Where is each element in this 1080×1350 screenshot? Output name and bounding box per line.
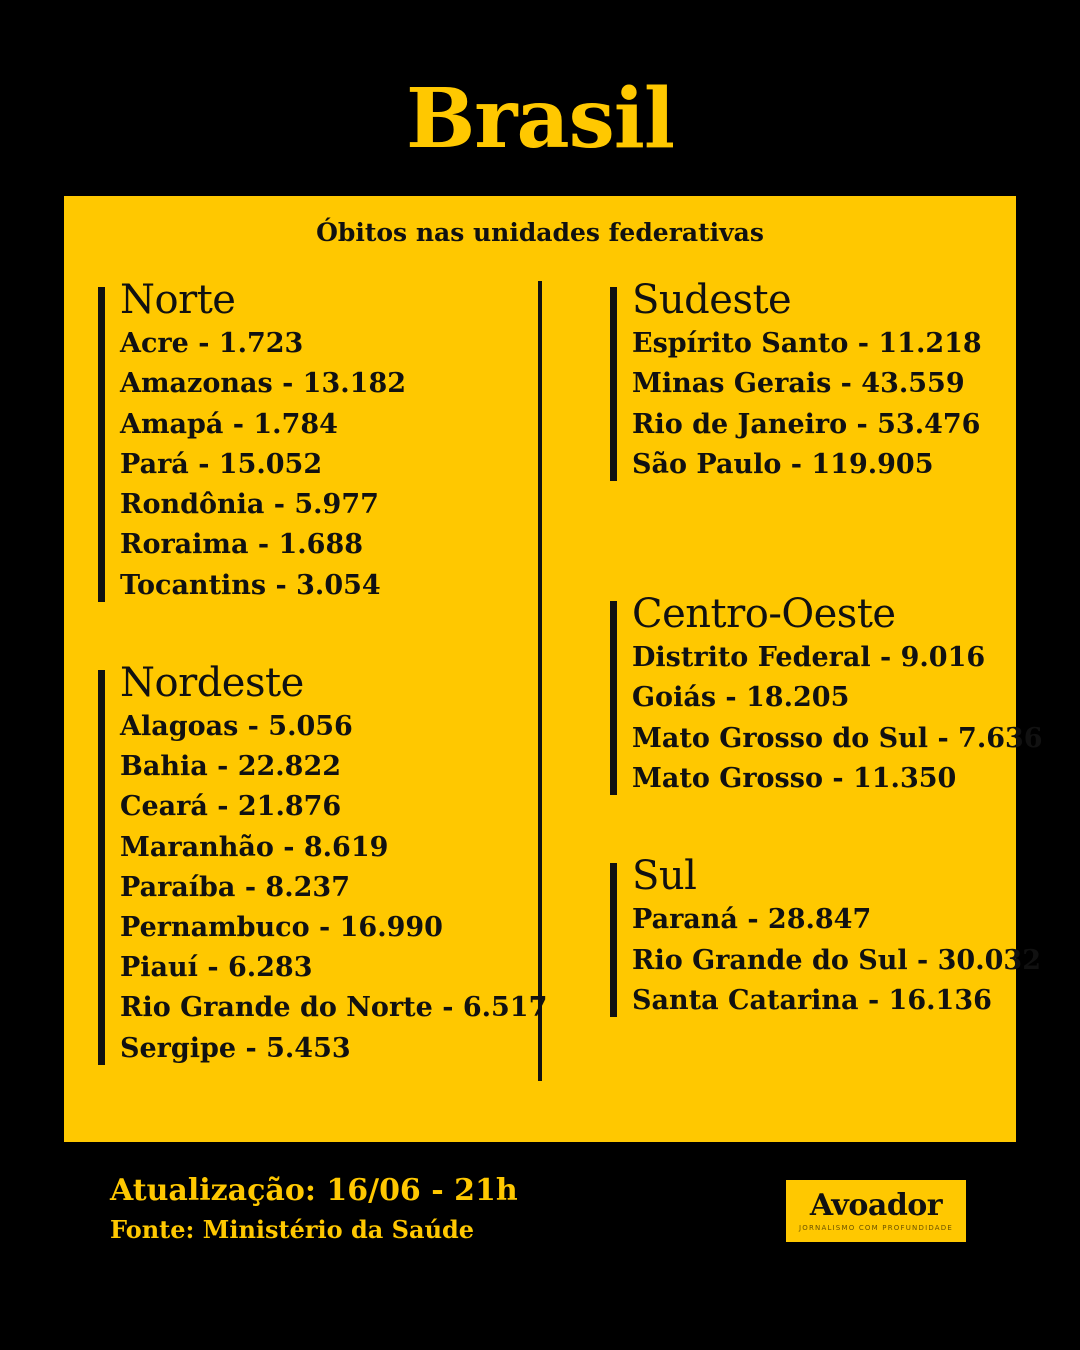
list-item: Mato Grosso - 11.350: [632, 762, 957, 794]
region-accent-bar: [98, 287, 105, 602]
list-item: Amazonas - 13.182: [120, 368, 407, 400]
list-item: Pernambuco - 16.990: [120, 912, 443, 943]
region-group-norte: [98, 279, 544, 606]
regions-columns: [64, 277, 1043, 1069]
update-timestamp: Atualização: 16/06 - 21h: [110, 1173, 518, 1208]
list-item: Ceará - 21.876: [120, 791, 342, 823]
list-item: Espírito Santo - 11.218: [632, 328, 982, 360]
list-item: Rio Grande do Norte - 6.517: [120, 992, 548, 1024]
logo-wordmark: Avoador: [809, 1187, 943, 1223]
region-title: Norte: [120, 277, 236, 323]
list-item: Acre - 1.723: [120, 328, 304, 360]
list-item: Piauí - 6.283: [120, 952, 313, 984]
list-item: Distrito Federal - 9.016: [632, 642, 986, 674]
logo-tagline: JORNALISMO COM PROFUNDIDADE: [798, 1223, 953, 1232]
region-accent-bar: [610, 863, 617, 1017]
region-title: Centro-Oeste: [632, 591, 896, 638]
region-accent-bar: [98, 670, 105, 1065]
region-group-nordeste: [98, 659, 548, 1069]
region-title: Sudeste: [632, 277, 792, 323]
left-column: [98, 277, 548, 1069]
list-item: São Paulo - 119.905: [632, 448, 934, 480]
right-column: [544, 277, 1043, 1069]
region-group-sudeste: [610, 279, 990, 485]
panel-subtitle: Óbitos nas unidades federativas: [316, 218, 764, 247]
list-item: Santa Catarina - 16.136: [632, 984, 992, 1016]
footer: [110, 1172, 518, 1245]
list-item: Bahia - 22.822: [120, 751, 342, 783]
list-item: Sergipe - 5.453: [120, 1032, 351, 1064]
list-item: Pará - 15.052: [120, 448, 323, 480]
region-group-sul: [610, 853, 1041, 1021]
list-item: Rio de Janeiro - 53.476: [632, 408, 981, 440]
list-item: Rio Grande do Sul - 30.032: [632, 944, 1041, 976]
list-item: Mato Grosso do Sul - 7.636: [632, 722, 1043, 754]
region-accent-bar: [610, 287, 617, 481]
source-label: Fonte: Ministério da Saúde: [110, 1214, 475, 1244]
page-title: Brasil: [405, 71, 675, 167]
content-panel: [64, 196, 1043, 1142]
list-item: Maranhão - 8.619: [120, 831, 389, 863]
region-title: Nordeste: [120, 659, 304, 706]
list-item: Alagoas - 5.056: [120, 710, 353, 742]
avoador-logo: [786, 1180, 966, 1242]
region-group-centro-oeste: [610, 591, 1043, 799]
region-title: Sul: [632, 853, 697, 900]
list-item: Minas Gerais - 43.559: [632, 368, 965, 400]
list-item: Rondônia - 5.977: [120, 489, 379, 521]
list-item: Goiás - 18.205: [632, 682, 850, 714]
list-item: Amapá - 1.784: [120, 408, 338, 440]
region-accent-bar: [610, 601, 617, 795]
list-item: Roraima - 1.688: [120, 529, 364, 561]
list-item: Paraná - 28.847: [632, 904, 872, 936]
list-item: Tocantins - 3.054: [120, 569, 381, 601]
list-item: Paraíba - 8.237: [120, 871, 350, 903]
